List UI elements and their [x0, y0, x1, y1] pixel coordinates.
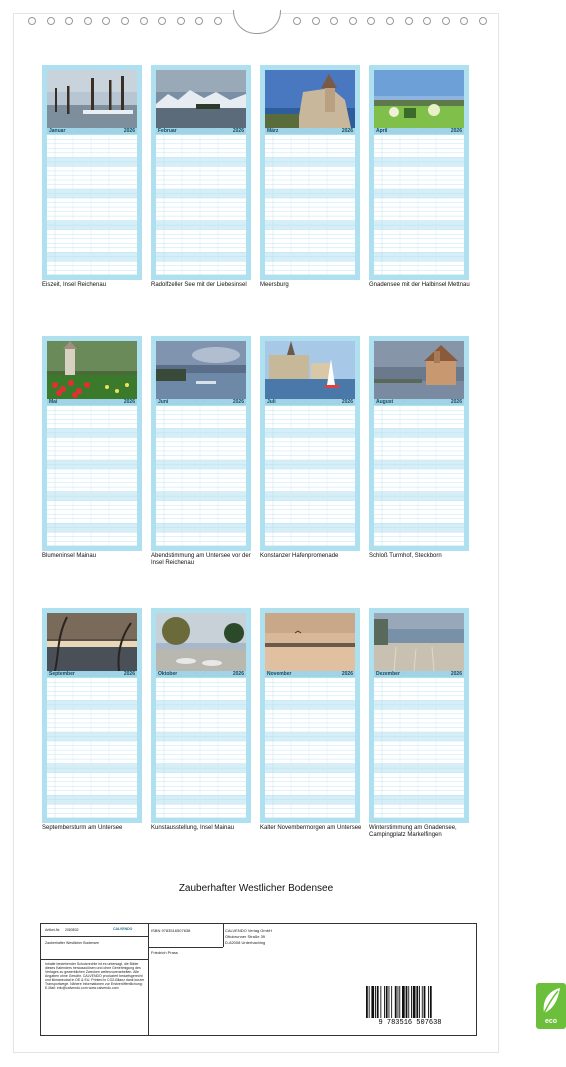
- month-grid: [374, 135, 464, 275]
- day-grid: [47, 135, 137, 275]
- day-grid: [156, 678, 246, 818]
- article-number: 2083832: [65, 928, 79, 932]
- month-photo: [265, 341, 355, 399]
- divider: [149, 947, 223, 948]
- binding-hole: [84, 17, 92, 25]
- month-photo: [156, 341, 246, 399]
- month-name: Mai: [49, 399, 58, 405]
- binding-hole: [479, 17, 487, 25]
- month-grid: [156, 406, 246, 546]
- binding-hole: [442, 17, 450, 25]
- imprint-box: [40, 923, 558, 1036]
- month-card: [260, 608, 360, 823]
- month-photo: [374, 70, 464, 128]
- month-photo: [47, 70, 137, 128]
- month-year: 2026: [450, 128, 462, 134]
- month-card: [151, 608, 251, 823]
- month-caption: Eiszeit, Insel Reichenau: [42, 282, 107, 288]
- eco-label: eco: [544, 1018, 558, 1025]
- month-year: 2026: [123, 128, 135, 134]
- month-year: 2026: [450, 671, 462, 677]
- month-header: [47, 399, 137, 405]
- month-name: Dezember: [376, 671, 400, 677]
- month-caption: Radolfzeller See mit der Liebesinsel: [151, 282, 247, 288]
- day-grid: [265, 406, 355, 546]
- binding-hole: [349, 17, 357, 25]
- binding-hole: [140, 17, 148, 25]
- month-header: [265, 399, 355, 405]
- binding-hole: [367, 17, 375, 25]
- month-grid: [47, 406, 137, 546]
- binding-hole: [47, 17, 55, 25]
- month-header: [156, 399, 246, 405]
- month-grid: [265, 135, 355, 275]
- month-caption: Gnadensee mit der Halbinsel Mettnau: [369, 282, 470, 288]
- binding-hole: [65, 17, 73, 25]
- month-grid: [47, 135, 137, 275]
- month-caption: Meersburg: [260, 282, 289, 288]
- binding-hole: [423, 17, 431, 25]
- month-year: 2026: [450, 399, 462, 405]
- month-name: März: [267, 128, 279, 134]
- binding-hole: [460, 17, 468, 25]
- barcode-digits: 9 783516 507638: [378, 1019, 442, 1027]
- binding-hole: [158, 17, 166, 25]
- month-name: Februar: [158, 128, 177, 134]
- month-year: 2026: [232, 399, 244, 405]
- month-caption: Blumeninsel Mainau: [42, 553, 97, 559]
- divider: [41, 959, 148, 960]
- month-name: Juli: [267, 399, 276, 405]
- product-title: Zauberhafter Westlicher Bodensee: [45, 941, 100, 945]
- month-caption: Kunstausstellung, Insel Mainau: [151, 825, 235, 831]
- isbn: ISBN 9783516507638: [151, 928, 191, 933]
- day-grid: [374, 678, 464, 818]
- month-card: [151, 336, 251, 551]
- author: Friedrich Prass: [151, 950, 178, 955]
- month-header: [265, 128, 355, 134]
- month-caption: Konstanzer Hafenpromenade: [260, 553, 339, 559]
- month-caption: Winterstimmung am Gnadensee, Campingplatz Markelfingen: [369, 825, 457, 838]
- divider: [223, 924, 224, 947]
- month-photo: [156, 70, 246, 128]
- binding-hole: [195, 17, 203, 25]
- month-card: [260, 65, 360, 280]
- month-grid: [47, 678, 137, 818]
- month-header: [265, 671, 355, 677]
- binding-hole: [102, 17, 110, 25]
- day-grid: [156, 135, 246, 275]
- brand-logo: CALVENDO: [113, 927, 133, 931]
- month-caption: Abendstimmung am Untersee vor der Insel Reichenau: [151, 553, 251, 566]
- month-photo: [47, 613, 137, 671]
- month-year: 2026: [123, 399, 135, 405]
- day-grid: [156, 406, 246, 546]
- leaf-icon: [536, 983, 566, 1019]
- month-year: 2026: [123, 671, 135, 677]
- month-name: September: [49, 671, 75, 677]
- month-grid: [265, 406, 355, 546]
- binding-hole: [330, 17, 338, 25]
- month-photo: [156, 613, 246, 671]
- day-grid: [265, 135, 355, 275]
- month-card: [369, 65, 469, 280]
- month-name: April: [376, 128, 388, 134]
- month-caption: Septembersturm am Untersee: [42, 825, 123, 831]
- month-header: [374, 671, 464, 677]
- month-grid: [374, 678, 464, 818]
- publisher-line2: Ottobrunner Straße 39: [225, 934, 266, 939]
- month-header: [47, 671, 137, 677]
- copyright-text: Inhalte bestehender Schutzrechte ist es untersagt, die Bilder dieses Kalenders herauszulösen und ohne Genehmigung des Verlages zu gewerblichen Zwecken weiterzuverarbeiten. Alle Angaben ohne Gewähr. CALVENDO produziert bedarfsgerecht und klimaneutral in DE & EU. Printed in CO2-Bilanz dank kurzer Transportwege. Nähere Informationen zur Erstveröffentlichung: E-Mail: info@calvendo.com www.calvendo.com: [45, 962, 145, 990]
- month-photo: [47, 341, 137, 399]
- divider: [41, 936, 148, 937]
- month-year: 2026: [341, 671, 353, 677]
- eco-badge: [536, 983, 566, 1029]
- binding-hole: [386, 17, 394, 25]
- binding-hole: [312, 17, 320, 25]
- article-label: Artikel-Nr.: [45, 928, 61, 932]
- month-grid: [265, 678, 355, 818]
- imprint-left-column: [41, 924, 149, 1035]
- day-grid: [47, 678, 137, 818]
- month-caption: Kalter Novembermorgen am Untersee: [260, 825, 362, 831]
- publisher-line3: D-82008 Unterhaching: [225, 940, 266, 945]
- month-header: [374, 399, 464, 405]
- barcode-bars: [362, 986, 458, 1018]
- binding-hole: [121, 17, 129, 25]
- day-grid: [374, 135, 464, 275]
- day-grid: [47, 406, 137, 546]
- month-card: [42, 608, 142, 823]
- month-grid: [374, 406, 464, 546]
- binding-hole: [293, 17, 301, 25]
- month-card: [42, 65, 142, 280]
- month-name: Juni: [158, 399, 169, 405]
- month-card: [42, 336, 142, 551]
- month-grid: [156, 678, 246, 818]
- calendar-title: Zauberhafter Westlicher Bodensee: [178, 883, 334, 894]
- month-photo: [265, 70, 355, 128]
- binding-hole: [28, 17, 36, 25]
- month-photo: [374, 341, 464, 399]
- month-caption: Schloß Turmhof, Steckborn: [369, 553, 442, 559]
- month-card: [151, 65, 251, 280]
- binding-hole: [214, 17, 222, 25]
- month-card: [369, 608, 469, 823]
- month-card: [260, 336, 360, 551]
- month-header: [374, 128, 464, 134]
- month-photo: [265, 613, 355, 671]
- barcode: [362, 986, 458, 1026]
- day-grid: [265, 678, 355, 818]
- month-header: [156, 671, 246, 677]
- month-card: [369, 336, 469, 551]
- day-grid: [374, 406, 464, 546]
- month-header: [47, 128, 137, 134]
- binding-hole: [177, 17, 185, 25]
- imprint-right-column: [149, 924, 558, 1035]
- month-name: August: [376, 399, 394, 405]
- month-name: November: [267, 671, 292, 677]
- month-year: 2026: [232, 128, 244, 134]
- month-year: 2026: [232, 671, 244, 677]
- month-grid: [156, 135, 246, 275]
- publisher-line1: CALVENDO Verlag GmbH: [225, 928, 272, 933]
- month-photo: [374, 613, 464, 671]
- month-header: [156, 128, 246, 134]
- binding-hole: [405, 17, 413, 25]
- month-name: Oktober: [158, 671, 178, 677]
- month-year: 2026: [341, 128, 353, 134]
- month-name: Januar: [49, 128, 66, 134]
- month-year: 2026: [341, 399, 353, 405]
